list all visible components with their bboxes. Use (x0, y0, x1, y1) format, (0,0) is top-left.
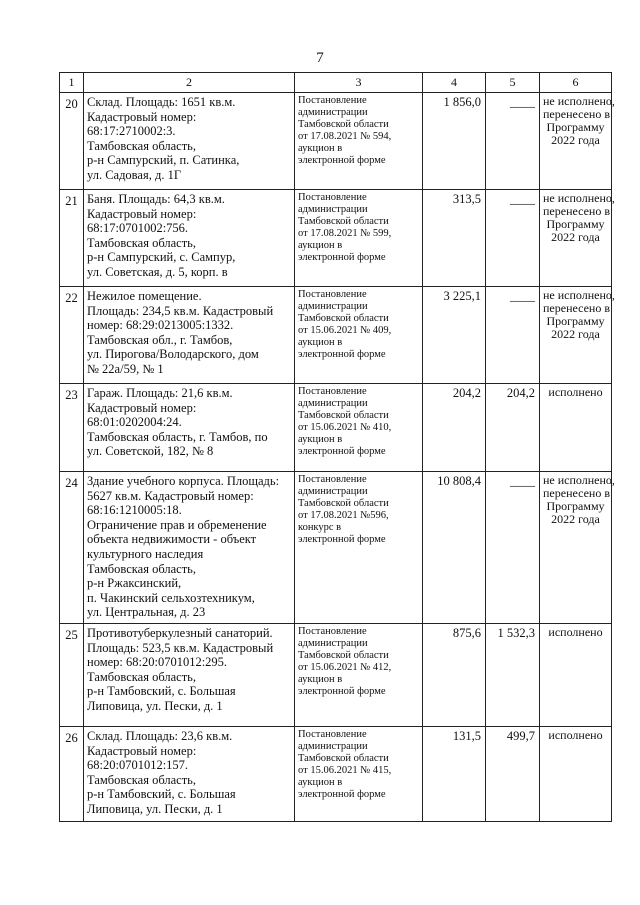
decision-basis-line: электронной форме (298, 789, 386, 800)
execution-status-line: не исполнено, (543, 94, 615, 108)
execution-status-line: не исполнено, (543, 473, 615, 487)
object-description (84, 727, 295, 822)
execution-status-line: перенесено в (543, 107, 611, 121)
planned-value: 131,5 (423, 727, 486, 822)
execution-status-line: исполнено (548, 625, 603, 639)
object-description-line: Склад. Площадь: 1651 кв.м. (87, 95, 236, 109)
object-description-line: Липовица, ул. Пески, д. 1 (87, 801, 223, 816)
object-description-line: Тамбовская область, г. Тамбов, по (87, 429, 268, 444)
actual-value: 204,2 (486, 384, 540, 472)
decision-basis-line: Тамбовской области (298, 119, 389, 130)
object-description-line: № 22а/59, № 1 (87, 361, 164, 376)
object-description-line: р-н Тамбовский, с. Большая (87, 684, 236, 699)
decision-basis-line: администрации (298, 107, 368, 118)
object-description-line: объекта недвижимости - объект (87, 532, 257, 547)
decision-basis-line: от 17.08.2021 № 599, (298, 228, 392, 239)
decision-basis-line: аукцион в (298, 143, 343, 154)
object-description-line: Тамбовская область, (87, 669, 196, 684)
execution-status-line: исполнено (548, 385, 603, 399)
object-description-line: ул. Советской, 182, № 8 (87, 444, 214, 459)
decision-basis (295, 190, 423, 287)
decision-basis-line: администрации (298, 398, 368, 409)
row-number: 22 (60, 287, 84, 384)
decision-basis-line: Тамбовской области (298, 410, 389, 421)
decision-basis-line: электронной форме (298, 349, 386, 360)
decision-basis-line: Постановление (298, 626, 367, 637)
page-number: 7 (316, 50, 324, 66)
table-row (60, 624, 612, 727)
object-description (84, 93, 295, 190)
object-description-line: Площадь: 523,5 кв.м. Кадастровый (87, 640, 274, 655)
decision-basis-line: аукцион в (298, 777, 343, 788)
object-description-line: п. Чакинский сельхозтехникум, (87, 590, 255, 605)
decision-basis (295, 472, 423, 624)
decision-basis-line: от 17.08.2021 № 594, (298, 131, 392, 142)
execution-status-line: 2022 года (551, 230, 600, 244)
actual-value: ____ (486, 93, 540, 190)
decision-basis-line: Постановление (298, 729, 367, 740)
row-number: 26 (60, 727, 84, 822)
object-description-line: Кадастровый номер: (87, 109, 197, 124)
row-number: 21 (60, 190, 84, 287)
decision-basis-line: Постановление (298, 192, 367, 203)
object-description-line: ул. Пирогова/Володарского, дом (87, 347, 259, 362)
decision-basis-line: от 15.06.2021 № 410, (298, 422, 392, 433)
object-description (84, 384, 295, 472)
execution-status (540, 472, 615, 624)
planned-value: 313,5 (423, 190, 486, 287)
execution-status (540, 93, 615, 190)
decision-basis-line: электронной форме (298, 155, 386, 166)
object-description-line: Кадастровый номер: (87, 743, 197, 758)
execution-status-line: перенесено в (543, 301, 611, 315)
decision-basis-line: администрации (298, 638, 368, 649)
decision-basis-line: аукцион в (298, 674, 343, 685)
object-description-line: Липовица, ул. Пески, д. 1 (87, 698, 223, 713)
actual-value: 1 532,3 (486, 624, 540, 727)
execution-status-line: перенесено в (543, 204, 611, 218)
object-description-line: р-н Сампурский, с. Сампур, (87, 250, 236, 265)
object-description-line: 5627 кв.м. Кадастровый номер: (87, 488, 254, 503)
execution-status (540, 727, 612, 822)
actual-value: ____ (486, 472, 540, 624)
object-description-line: Тамбовская область, (87, 561, 196, 576)
execution-status (540, 287, 615, 384)
planned-value: 1 856,0 (423, 93, 486, 190)
object-description-line: Здание учебного корпуса. Площадь: (87, 474, 280, 488)
decision-basis-line: аукцион в (298, 240, 343, 251)
decision-basis-line: Тамбовской области (298, 650, 389, 661)
object-description (84, 190, 295, 287)
object-description-line: р-н Тамбовский, с. Большая (87, 787, 236, 802)
object-description-line: р-н Сампурский, п. Сатинка, (87, 153, 240, 168)
object-description-line: Ограничение прав и обременение (87, 517, 267, 532)
decision-basis-line: администрации (298, 301, 368, 312)
object-description-line: Тамбовская обл., г. Тамбов, (87, 332, 233, 347)
decision-basis-line: от 15.06.2021 № 415, (298, 765, 392, 776)
object-description-line: 68:20:0701012:157. (87, 758, 189, 773)
object-description-line: номер: 68:29:0213005:1332. (87, 318, 234, 333)
row-number: 23 (60, 384, 84, 472)
object-description-line: Нежилое помещение. (87, 289, 202, 303)
table-row (60, 93, 612, 190)
execution-status (540, 190, 615, 287)
row-number: 20 (60, 93, 84, 190)
object-description-line: Противотуберкулезный санаторий. (87, 626, 273, 640)
decision-basis (295, 624, 423, 727)
execution-status-line: не исполнено, (543, 288, 615, 302)
execution-status (540, 384, 612, 472)
execution-status-line: 2022 года (551, 512, 600, 526)
decision-basis-line: электронной форме (298, 446, 386, 457)
execution-status-line: не исполнено, (543, 191, 615, 205)
decision-basis-line: Тамбовской области (298, 216, 389, 227)
execution-status-line: 2022 года (551, 133, 600, 147)
table-row (60, 727, 612, 822)
table-row (60, 190, 612, 287)
decision-basis-line: от 17.08.2021 №596, (298, 510, 389, 521)
object-description-line: Кадастровый номер: (87, 206, 197, 221)
decision-basis (295, 727, 423, 822)
row-number: 24 (60, 472, 84, 624)
execution-status-line: перенесено в (543, 486, 611, 500)
decision-basis-line: конкурс в (298, 522, 342, 533)
planned-value: 204,2 (423, 384, 486, 472)
privatization-table (59, 72, 615, 822)
decision-basis (295, 384, 423, 472)
object-description-line: ул. Советская, д. 5, корп. в (87, 264, 228, 279)
object-description-line: 68:16:1210005:18. (87, 503, 182, 518)
object-description-line: номер: 68:20:0701012:295. (87, 655, 228, 670)
header-row (60, 73, 612, 93)
object-description-line: 68:17:2710002:3. (87, 124, 176, 139)
decision-basis-line: аукцион в (298, 434, 343, 445)
execution-status-line: Программу (546, 217, 605, 231)
row-number: 25 (60, 624, 84, 727)
actual-value: ____ (486, 287, 540, 384)
decision-basis-line: Тамбовской области (298, 498, 389, 509)
object-description-line: р-н Ржаксинский, (87, 576, 182, 591)
decision-basis-line: Тамбовской области (298, 313, 389, 324)
decision-basis-line: от 15.06.2021 № 409, (298, 325, 392, 336)
decision-basis (295, 287, 423, 384)
object-description-line: Баня. Площадь: 64,3 кв.м. (87, 192, 225, 206)
execution-status-line: 2022 года (551, 327, 600, 341)
table-row (60, 287, 612, 384)
decision-basis-line: Постановление (298, 95, 367, 106)
object-description-line: Кадастровый номер: (87, 400, 197, 415)
execution-status-line: Программу (546, 499, 605, 513)
column-header: 5 (486, 73, 540, 93)
decision-basis-line: администрации (298, 204, 368, 215)
planned-value: 875,6 (423, 624, 486, 727)
decision-basis-line: Постановление (298, 289, 367, 300)
decision-basis-line: электронной форме (298, 534, 386, 545)
execution-status-line: Программу (546, 314, 605, 328)
column-header: 3 (295, 73, 423, 93)
decision-basis-line: администрации (298, 486, 368, 497)
table-row (60, 384, 612, 472)
decision-basis-line: Тамбовской области (298, 753, 389, 764)
object-description-line: 68:01:0202004:24. (87, 415, 182, 430)
column-header: 1 (60, 73, 84, 93)
object-description-line: ул. Центральная, д. 23 (87, 605, 206, 620)
object-description (84, 287, 295, 384)
execution-status-line: Программу (546, 120, 605, 134)
column-header: 2 (84, 73, 295, 93)
object-description-line: Тамбовская область, (87, 772, 196, 787)
execution-status-line: исполнено (548, 728, 603, 742)
decision-basis (295, 93, 423, 190)
table-row (60, 472, 612, 624)
column-header: 6 (540, 73, 612, 93)
planned-value: 3 225,1 (423, 287, 486, 384)
object-description-line: 68:17:0701002:756. (87, 221, 189, 236)
decision-basis-line: Постановление (298, 386, 367, 397)
decision-basis-line: Постановление (298, 474, 367, 485)
object-description-line: ул. Садовая, д. 1Г (87, 167, 182, 182)
execution-status (540, 624, 612, 727)
object-description-line: Склад. Площадь: 23,6 кв.м. (87, 729, 233, 743)
decision-basis-line: администрации (298, 741, 368, 752)
planned-value: 10 808,4 (423, 472, 486, 624)
actual-value: ____ (486, 190, 540, 287)
object-description-line: Тамбовская область, (87, 138, 196, 153)
object-description-line: культурного наследия (87, 546, 204, 561)
object-description (84, 624, 295, 727)
actual-value: 499,7 (486, 727, 540, 822)
object-description-line: Гараж. Площадь: 21,6 кв.м. (87, 386, 233, 400)
decision-basis-line: электронной форме (298, 252, 386, 263)
decision-basis-line: электронной форме (298, 686, 386, 697)
column-header: 4 (423, 73, 486, 93)
decision-basis-line: аукцион в (298, 337, 343, 348)
object-description (84, 472, 295, 624)
decision-basis-line: от 15.06.2021 № 412, (298, 662, 392, 673)
object-description-line: Площадь: 234,5 кв.м. Кадастровый (87, 303, 274, 318)
object-description-line: Тамбовская область, (87, 235, 196, 250)
